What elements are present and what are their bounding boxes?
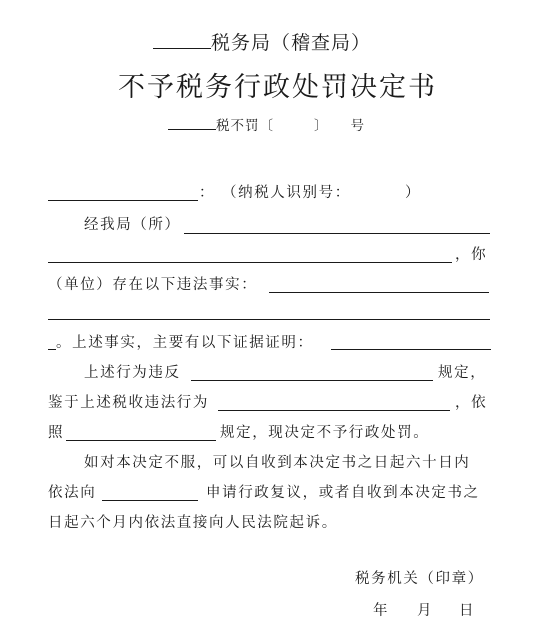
document-number-line [168, 120, 365, 134]
bureau-name-blank [153, 48, 211, 49]
body-line-10-blank [102, 500, 198, 501]
body-line-6-start: 上述行为违反 [84, 365, 181, 381]
taxpayer-tin-close: ） [405, 185, 422, 201]
body-line-7-end: ，依 [455, 395, 488, 411]
issuing-authority-seal: 税务机关（印章） [355, 571, 484, 587]
taxpayer-tin-label: （纳税人识别号： [222, 185, 351, 201]
doc-number-suffix: 号 [350, 118, 365, 134]
body-line-8-end: 规定，现决定不予行政处罚。 [220, 425, 430, 441]
body-line-7-blank [218, 410, 450, 411]
doc-number-bracket-close: 〕 [314, 118, 329, 134]
doc-number-prefix-blank [168, 129, 216, 130]
body-line-4-blank [48, 319, 490, 320]
taxpayer-colon: ： [199, 185, 216, 201]
body-line-2-end: ，你 [455, 247, 488, 263]
body-line-8-blank [66, 440, 216, 441]
body-line-1-blank [184, 233, 490, 234]
body-line-2-blank [48, 262, 452, 263]
body-line-9: 如对本决定不服，可以自收到本决定书之日起六十日内 [84, 455, 471, 471]
doc-number-label: 税不罚〔 [216, 118, 274, 134]
document-title: 不予税务行政处罚决定书 [118, 72, 437, 103]
date-day: 日 [459, 603, 476, 619]
body-line-3: （单位）存在以下违法事实： [48, 277, 258, 293]
taxpayer-name-blank [48, 200, 198, 201]
date-month: 月 [417, 603, 434, 619]
body-line-1: 经我局（所） [84, 217, 181, 233]
date-year: 年 [373, 603, 390, 619]
body-line-5-blank [331, 349, 491, 350]
body-line-3-blank [269, 292, 489, 293]
body-line-8-start: 照 [48, 425, 65, 441]
body-line-5: 。上述事实，主要有以下证据证明： [56, 335, 314, 351]
body-line-10-start: 依法向 [48, 485, 97, 501]
bureau-name: 税务局（稽查局） [211, 32, 372, 54]
body-line-7-start: 鉴于上述税收违法行为 [48, 395, 209, 411]
body-line-6-blank [191, 380, 433, 381]
body-line-11: 日起六个月内依法直接向人民法院起诉。 [48, 515, 338, 531]
bureau-line [153, 34, 371, 53]
body-line-6-end: 规定， [438, 365, 487, 381]
body-line-5-blank-start [48, 349, 56, 350]
body-line-10-end: 申请行政复议，或者自收到本决定书之 [206, 485, 480, 501]
